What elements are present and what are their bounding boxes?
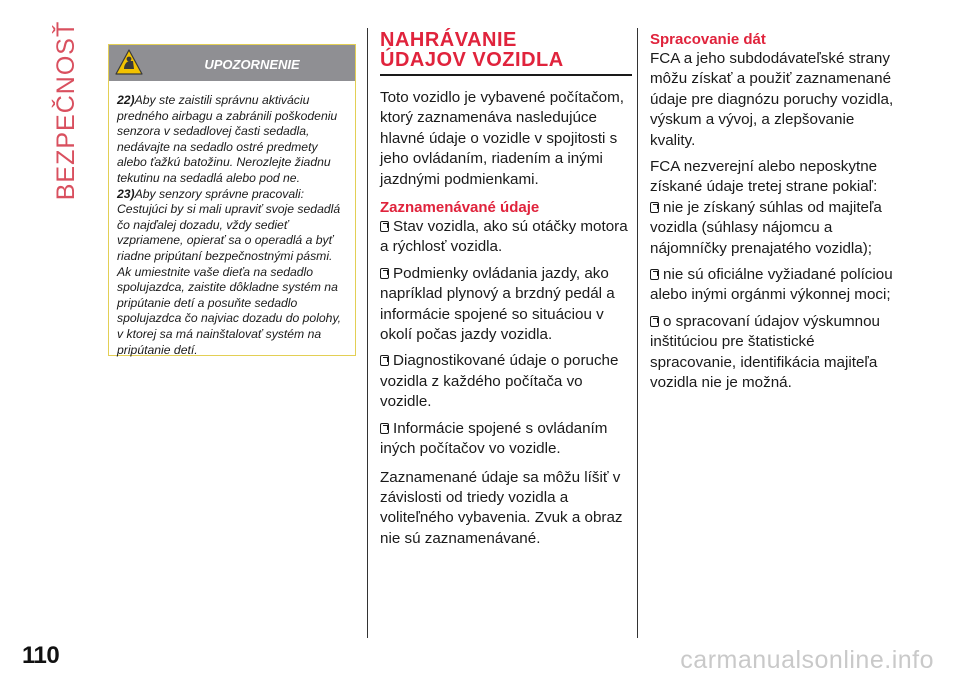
list-item bbox=[380, 351, 632, 412]
list-item bbox=[380, 419, 632, 460]
column-divider bbox=[637, 28, 638, 638]
list-item-text: o spracovaní údajov výskumnou inštitúciou pre štatistické spracovanie, identifikácia majiteľa vozidla nie je možná. bbox=[650, 312, 880, 392]
subheading-recorded-data: Zaznamenávané údaje bbox=[380, 199, 540, 217]
page-number: 110 bbox=[22, 642, 60, 669]
warning-box bbox=[108, 44, 356, 356]
list-item bbox=[650, 198, 900, 259]
warning-item-text: Aby ste zaistili správnu aktiváciu predného airbagu a zabránili poškodeniu senzora v sedadlovej časti sedadla, nedávajte na sedadlo ostré predmety alebo ťažkú batožinu. Nerozlejte žiadnu tekutinu na sedadlá alebo pod ne. bbox=[117, 93, 338, 185]
section-label: BEZPEČNOSŤ bbox=[52, 20, 81, 200]
checkbox-bullet-icon bbox=[650, 202, 659, 213]
checkbox-bullet-icon bbox=[380, 221, 389, 232]
checkbox-bullet-icon bbox=[650, 269, 659, 280]
list-item bbox=[650, 265, 900, 306]
list-item-text: Podmienky ovládania jazdy, ako napríklad plynový a brzdný pedál a informácie spojené so situáciou v okolí počas jazdy vozidla. bbox=[380, 264, 615, 344]
warning-body bbox=[109, 81, 355, 358]
right-column bbox=[650, 30, 900, 400]
checkbox-bullet-icon bbox=[650, 316, 659, 327]
column-divider bbox=[367, 28, 368, 638]
warning-header bbox=[109, 45, 355, 81]
subheading-data-processing: Spracovanie dát bbox=[650, 31, 766, 48]
main-title-line2: ÚDAJOV VOZIDLA bbox=[380, 49, 564, 71]
checkbox-bullet-icon bbox=[380, 423, 389, 434]
list-item bbox=[380, 217, 632, 258]
checkbox-bullet-icon bbox=[380, 268, 389, 279]
watermark: carmanualsonline.info bbox=[680, 646, 934, 674]
list-item-text: nie sú oficiálne vyžiadané políciou alebo inými orgánmi výkonnej moci; bbox=[650, 266, 893, 304]
warning-item-number: 22) bbox=[117, 93, 135, 107]
main-title bbox=[380, 30, 632, 76]
processing-paragraph-1: FCA a jeho subdodávateľské strany môžu získať a použiť zaznamenané údaje pre diagnózu poruchy vozidla, výskum a vývoj, a zlepšovanie kvality. bbox=[650, 50, 894, 149]
checkbox-bullet-icon bbox=[380, 355, 389, 366]
warning-item-text: Aby senzory správne pracovali: Cestujúci by si mali upraviť svoje sedadlá čo najďalej dozadu, vždy sedieť vzpriamene, opierať sa o operadlá a byť riadne pripútaní bezpečnostnými pásmi. Ak umiestnite vaše dieťa na sedadlo spolujazdca, zaistite dôkladne systém na pripútanie detí a posuňte sedadlo spolujazdca čo najviac dozadu do polohy, v ktorej sa má nainštalovať systém na pripútanie detí. bbox=[117, 186, 342, 357]
outro-paragraph: Zaznamenané údaje sa môžu líšiť v závislosti od triedy vozidla a voliteľného vybavenia. Zvuk a obraz nie sú zaznamenávané. bbox=[380, 468, 623, 547]
intro-paragraph: Toto vozidlo je vybavené počítačom, ktorý zaznamenáva nasledujúce hlavné údaje o vozidle v spojitosti s jeho ovládaním, riadením a inými jazdnými podmienkami. bbox=[380, 89, 624, 188]
list-item bbox=[380, 264, 632, 346]
warning-title: UPOZORNENIE bbox=[204, 57, 300, 72]
list-item-text: nie je získaný súhlas od majiteľa vozidla (súhlasy nájomcu a nájomníčky prenajatého vozidla); bbox=[650, 198, 882, 257]
warning-item-number: 23) bbox=[117, 186, 135, 201]
processing-paragraph-2: FCA nezverejní alebo neposkytne získané údaje tretej strane pokiaľ: bbox=[650, 158, 878, 196]
section-tab bbox=[52, 20, 82, 200]
list-item-text: Informácie spojené s ovládaním iných počítačov vo vozidle. bbox=[380, 419, 608, 458]
list-item-text: Stav vozidla, ako sú otáčky motora a rýchlosť vozidla. bbox=[380, 218, 628, 256]
main-title-line1: NAHRÁVANIE bbox=[380, 29, 517, 51]
list-item bbox=[650, 312, 900, 394]
list-item-text: Diagnostikované údaje o poruche vozidla z každého počítača vo vozidle. bbox=[380, 352, 619, 411]
middle-column bbox=[380, 30, 632, 555]
warning-item-2 bbox=[117, 187, 347, 359]
warning-item-1 bbox=[117, 93, 347, 187]
